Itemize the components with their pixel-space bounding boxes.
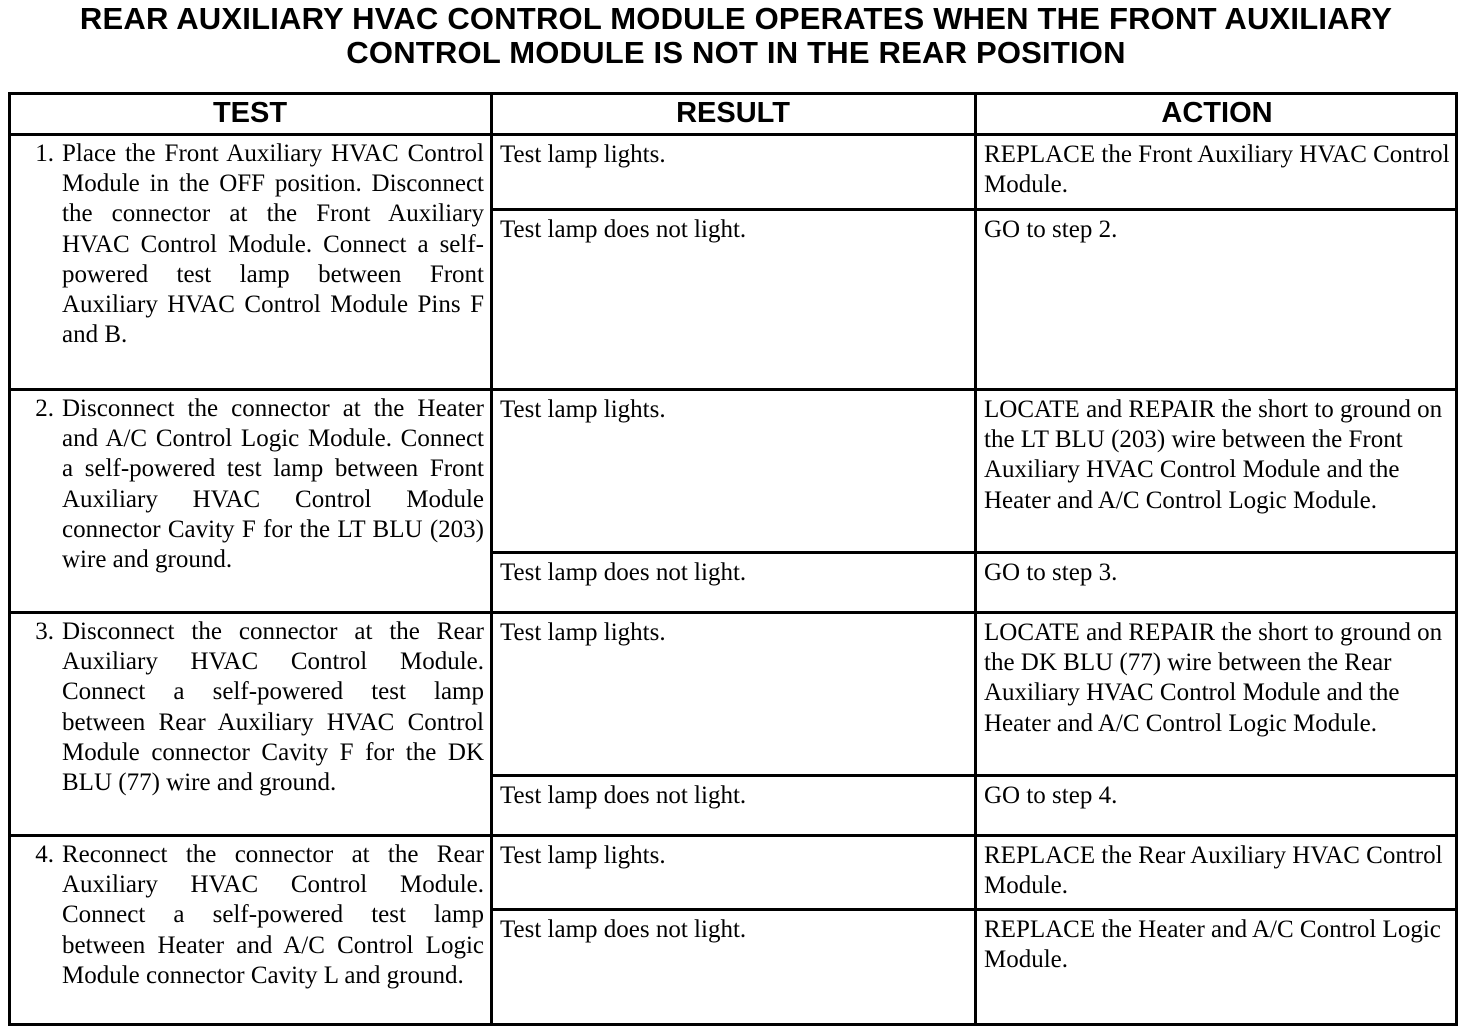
action-text: REPLACE the Rear Auxiliary HVAC Control Module. <box>984 842 1443 900</box>
action-text: GO to step 4. <box>984 782 1118 809</box>
step-instruction: Disconnect the connector at the Heater and A/C Control Logic Module. Connect a self-powered test lamp between Front Auxiliary HVAC Control Module connector Cavity F for the LT BLU (203) wire and ground. <box>62 395 484 574</box>
step-number: 3. <box>35 618 54 645</box>
test-step-4 <box>16 840 484 991</box>
row-divider <box>8 834 1458 837</box>
test-step-3 <box>16 617 484 798</box>
step-instruction: Disconnect the connector at the Rear Auxiliary HVAC Control Module. Connect a self-powered test lamp between Rear Auxiliary HVAC Control Module connector Cavity F for the DK BLU (77) wire and ground. <box>62 618 484 797</box>
result-text: Test lamp lights. <box>500 842 666 869</box>
row-divider <box>8 388 1458 391</box>
outcome-divider <box>490 774 1458 777</box>
result-text: Test lamp does not light. <box>500 559 747 586</box>
result-text: Test lamp does not light. <box>500 782 747 809</box>
table-border-bottom <box>8 1023 1458 1026</box>
page-title <box>0 2 1472 70</box>
result-text: Test lamp does not light. <box>500 916 747 943</box>
header-action: ACTION <box>1161 97 1273 129</box>
step-number: 4. <box>35 841 54 868</box>
action-text: LOCATE and REPAIR the short to ground on the LT BLU (203) wire between the Front Auxiliary HVAC Control Module and the Heater and A/C Control Logic Module. <box>984 396 1443 514</box>
step-number: 2. <box>35 395 54 422</box>
outcome-divider <box>490 551 1458 554</box>
step-instruction: Reconnect the connector at the Rear Auxiliary HVAC Control Module. Connect a self-powered test lamp between Heater and A/C Control Logic Module connector Cavity L and ground. <box>62 841 484 989</box>
title-line-2: CONTROL MODULE IS NOT IN THE REAR POSITION <box>346 35 1126 70</box>
result-text: Test lamp does not light. <box>500 216 747 243</box>
header-test: TEST <box>212 97 288 129</box>
action-text: GO to step 2. <box>984 216 1118 243</box>
column-divider <box>490 92 493 1026</box>
header-rule <box>8 133 1458 136</box>
result-text: Test lamp lights. <box>500 396 666 423</box>
action-text: REPLACE the Front Auxiliary HVAC Control Module. <box>984 141 1450 199</box>
outcome-divider <box>490 908 1458 911</box>
row-divider <box>8 611 1458 614</box>
step-number: 1. <box>35 140 54 167</box>
header-result: RESULT <box>676 97 790 129</box>
title-line-1: REAR AUXILIARY HVAC CONTROL MODULE OPERATES WHEN THE FRONT AUXILIARY <box>79 1 1393 36</box>
table-border-top <box>8 92 1458 95</box>
result-text: Test lamp lights. <box>500 619 666 646</box>
outcome-divider <box>490 208 1458 211</box>
step-instruction: Place the Front Auxiliary HVAC Control Module in the OFF position. Disconnect the connector at the Front Auxiliary HVAC Control Module. Connect a self-powered test lamp between Front Auxiliary HVAC Control Module Pins F and B. <box>62 140 484 349</box>
test-step-2 <box>16 394 484 575</box>
test-step-1 <box>16 139 484 350</box>
column-divider <box>974 92 977 1026</box>
table-border-right <box>1455 92 1458 1026</box>
action-text: REPLACE the Heater and A/C Control Logic Module. <box>984 916 1441 974</box>
result-text: Test lamp lights. <box>500 141 666 168</box>
action-text: LOCATE and REPAIR the short to ground on the DK BLU (77) wire between the Rear Auxiliary HVAC Control Module and the Heater and A/C Control Logic Module. <box>984 619 1443 737</box>
table-border-left <box>8 92 11 1026</box>
action-text: GO to step 3. <box>984 559 1118 586</box>
